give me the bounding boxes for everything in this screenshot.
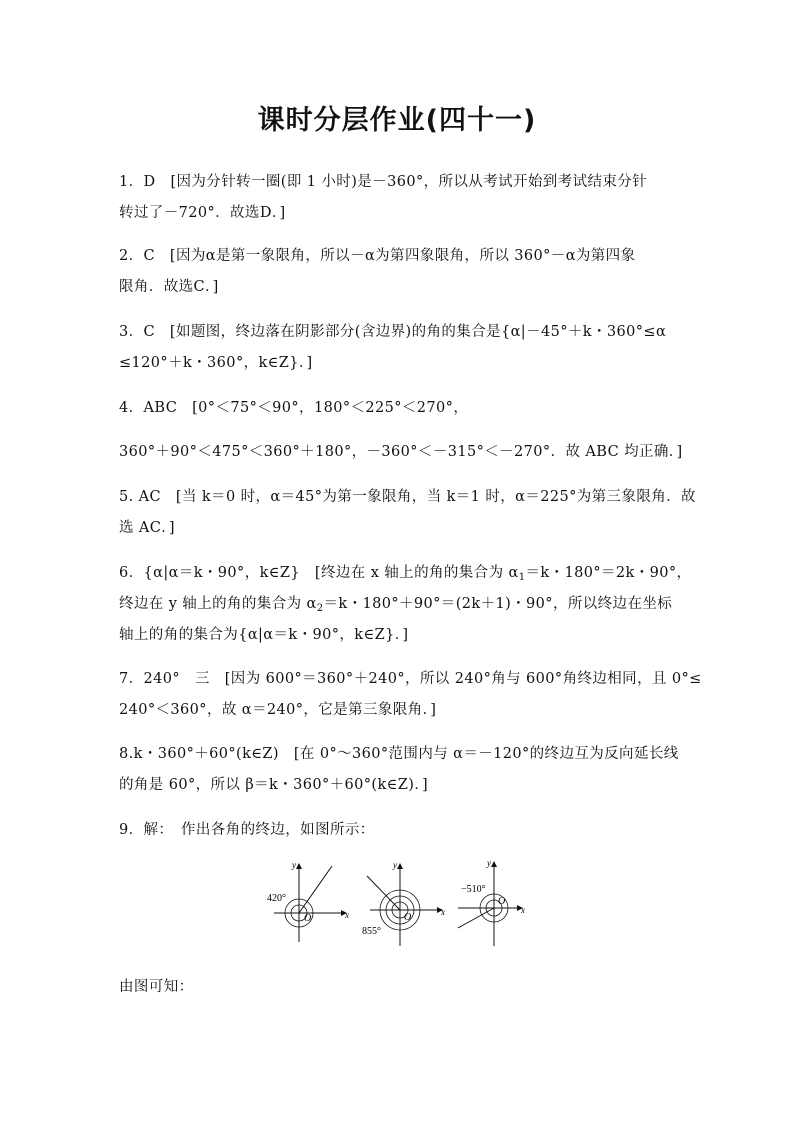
answer-3-line-2: ≤120°＋k・360°，k∈Z}．] bbox=[119, 355, 313, 371]
x-axis-label: x bbox=[345, 910, 349, 920]
answer-6-subscript-2: 2 bbox=[316, 603, 324, 614]
angle-label-855: 855° bbox=[362, 926, 381, 937]
origin-label: O bbox=[304, 913, 312, 924]
origin-label: O bbox=[498, 896, 506, 907]
angle-figures bbox=[262, 858, 532, 950]
answer-5-line-2: 选 AC．] bbox=[119, 520, 175, 536]
figure-420 bbox=[267, 860, 349, 942]
y-axis-label: y bbox=[487, 858, 491, 868]
answer-3-line-1: 3．C [如题图，终边落在阴影部分(含边界)的角的集合是{α|－45°＋k・360°≤α bbox=[119, 324, 667, 340]
answer-6-line-2 bbox=[119, 592, 672, 614]
figure-neg-510 bbox=[458, 858, 525, 946]
answer-6-line-1-a: 6．{α|α＝k・90°，k∈Z} [终边在 x 轴上的角的集合为 α bbox=[119, 565, 519, 581]
answer-6-line-1-b: ＝k・180°＝2k・90°， bbox=[525, 565, 692, 581]
answer-7-line-1: 7．240° 三 [因为 600°＝360°＋240°，所以 240°角与 600°角终边相同，且 0°≤ bbox=[119, 671, 702, 687]
terminal-side bbox=[299, 866, 332, 913]
y-axis-label: y bbox=[292, 860, 296, 870]
answer-7-line-2: 240°＜360°，故 α＝240°，它是第三象限角．] bbox=[119, 702, 437, 718]
answer-8-line-1: 8.k・360°＋60°(k∈Z) [在 0°～360°范围内与 α＝－120°的终边互为反向延长线 bbox=[119, 746, 679, 762]
answer-6-line-2-a: 终边在 y 轴上的角的集合为 α bbox=[119, 596, 317, 612]
page-title: 课时分层作业(四十一) bbox=[257, 105, 537, 136]
answer-6-line-3: 轴上的角的集合为{α|α＝k・90°，k∈Z}．] bbox=[119, 627, 409, 643]
answer-5-line-1: 5. AC [当 k＝0 时，α＝45°为第一象限角，当 k＝1 时，α＝225°为第三象限角．故 bbox=[119, 489, 696, 505]
answer-6-line-1 bbox=[119, 561, 691, 583]
conclusion-text: 由图可知： bbox=[119, 979, 194, 995]
y-axis-label: y bbox=[393, 860, 397, 870]
answer-1-line-1: 1．D [因为分针转一圈(即 1 小时)是－360°，所以从考试开始到考试结束分针 bbox=[119, 174, 648, 190]
answer-6-subscript-1: 1 bbox=[518, 572, 526, 583]
origin-label: O bbox=[404, 912, 412, 923]
answer-8-line-2: 的角是 60°，所以 β＝k・360°＋60°(k∈Z)．] bbox=[119, 777, 429, 793]
angle-label-420: 420° bbox=[267, 893, 286, 904]
angle-label-neg-510: −510° bbox=[461, 884, 486, 895]
answer-2-line-2: 限角．故选C．] bbox=[119, 279, 219, 295]
terminal-side bbox=[367, 876, 400, 910]
answer-4-line-1: 4．ABC [0°＜75°＜90°，180°＜225°＜270°， bbox=[119, 400, 469, 416]
answer-9-line-1: 9．解： 作出各角的终边，如图所示： bbox=[119, 822, 375, 838]
terminal-side bbox=[458, 908, 494, 928]
answer-4-line-2: 360°＋90°＜475°＜360°＋180°，－360°＜－315°＜－270°．故 ABC 均正确．] bbox=[119, 444, 683, 460]
x-axis-label: x bbox=[441, 907, 445, 917]
answer-2-line-1: 2．C [因为α是第一象限角，所以－α为第四象限角，所以 360°－α为第四象 bbox=[119, 248, 636, 264]
figure-855 bbox=[362, 860, 445, 946]
answer-1-line-2: 转过了－720°．故选D．] bbox=[119, 205, 286, 221]
angle-diagram bbox=[262, 858, 532, 950]
x-axis-label: x bbox=[521, 905, 525, 915]
answer-6-line-2-b: ＝k・180°＋90°＝(2k＋1)・90°，所以终边在坐标 bbox=[323, 596, 673, 612]
